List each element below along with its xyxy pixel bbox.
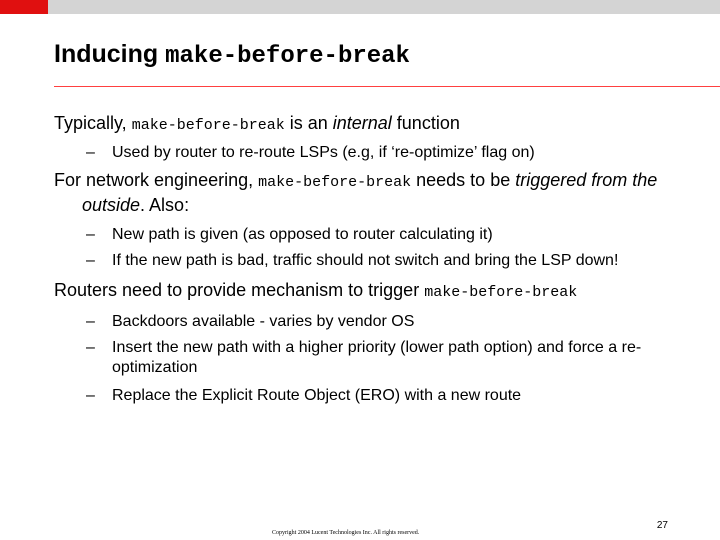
header-gray-bar — [48, 0, 720, 14]
bullet-text: function — [391, 113, 460, 133]
slide-title-text: Inducing — [54, 40, 166, 68]
sub-bullet-item — [54, 386, 694, 406]
bullet-dash: – — [86, 144, 95, 161]
sub-bullet-item — [54, 251, 694, 271]
bullet-dash: – — [86, 226, 95, 243]
page-number: 27 — [656, 520, 668, 531]
header-band — [0, 0, 720, 14]
code-text: make-before-break — [424, 284, 578, 301]
copyright-notice: Copyright 2004 Lucent Technologies Inc. All rights reserved. — [272, 530, 420, 536]
bullet-text: Backdoors available - varies by vendor OS — [112, 313, 415, 330]
bullet-text: is an — [284, 113, 333, 133]
bullet-text: Typically, — [54, 113, 132, 133]
sub-bullet-item — [54, 338, 694, 378]
bullet-dash: – — [86, 387, 95, 404]
sub-bullet-item — [54, 225, 694, 245]
bullet-dash: – — [86, 339, 95, 356]
bullet-item — [54, 112, 694, 137]
header-accent-bar — [0, 0, 48, 14]
slide-title-code: make-before-break — [165, 43, 410, 70]
sub-bullet-item — [54, 312, 694, 332]
bullet-text: needs to be — [411, 170, 516, 190]
code-text: make-before-break — [131, 117, 285, 134]
title-rule — [54, 86, 720, 87]
bullet-text: New path is given (as opposed to router calculating it) — [112, 226, 493, 243]
bullet-text: . Also: — [140, 195, 190, 215]
bullet-text: Routers need to provide mechanism to trigger — [54, 280, 425, 300]
emphasis-text: triggered from the outside — [82, 170, 658, 215]
slide-title — [54, 38, 410, 73]
bullet-list — [54, 112, 694, 406]
bullet-dash: – — [86, 313, 95, 330]
bullet-item — [54, 279, 694, 304]
bullet-text: Used by router to re-route LSPs (e.g, if ‘re-optimize’ flag on) — [112, 144, 535, 161]
bullet-text: Replace the Explicit Route Object (ERO) with a new route — [112, 387, 522, 404]
sub-bullet-item — [54, 143, 694, 163]
bullet-text: If the new path is bad, traffic should not switch and bring the LSP down! — [112, 252, 619, 269]
bullet-dash: – — [86, 252, 95, 269]
code-text: make-before-break — [258, 174, 412, 191]
bullet-text: For network engineering, — [54, 170, 259, 190]
bullet-item — [54, 169, 694, 217]
emphasis-text: internal — [332, 113, 392, 133]
bullet-text: Insert the new path with a higher priority (lower path option) and force a re-optimization — [112, 339, 642, 376]
